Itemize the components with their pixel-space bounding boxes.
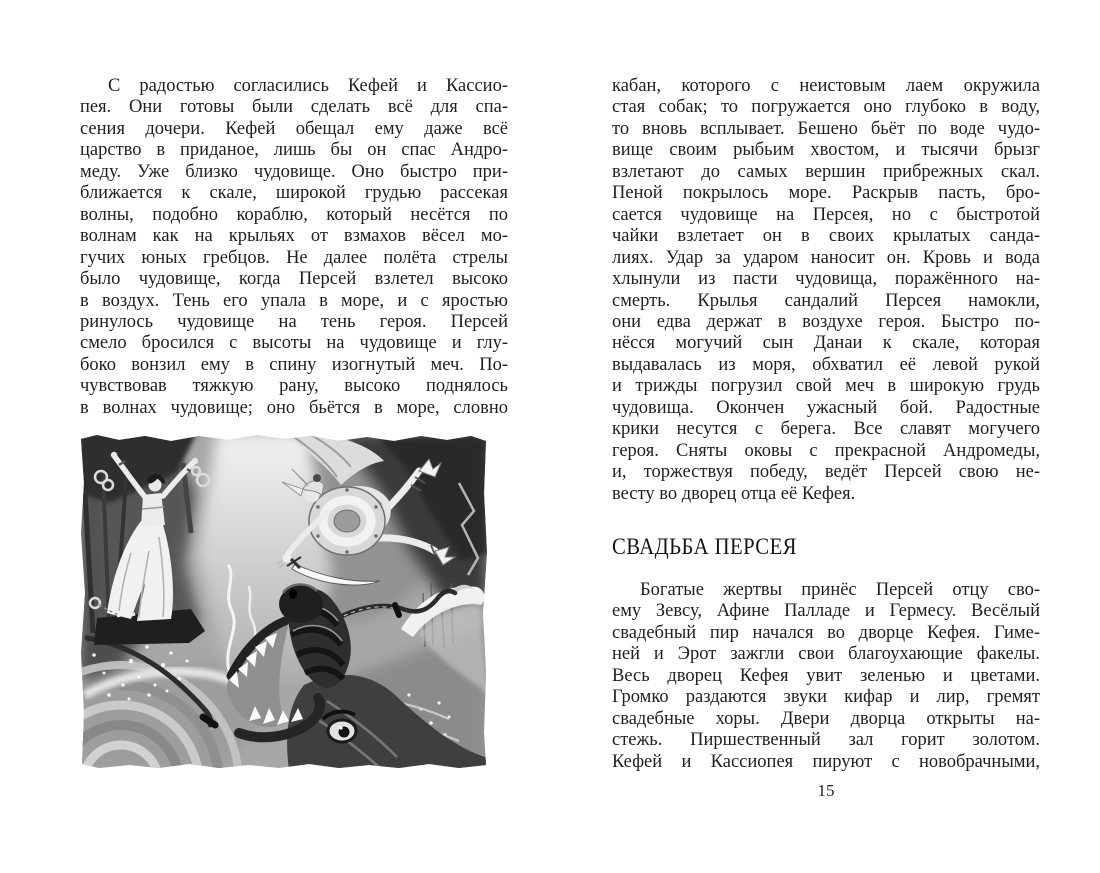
- text-line: сается чудовище на Персея, но с быстротой: [612, 204, 1040, 225]
- text-line: было чудовище, когда Персей взлетел высоко: [80, 269, 508, 290]
- text-line: в волнах чудовище; оно бьётся в море, словно: [80, 397, 508, 418]
- text-line: чайки взлетает он в своих крылатых санда-: [612, 226, 1040, 247]
- illustration-perseus-andromeda-sea-monster: [79, 433, 488, 770]
- page-number: 15: [817, 781, 835, 800]
- text-line: волнам как на крыльях от взмахов вёсел мо-: [80, 226, 508, 247]
- text-line: боко вонзил ему в спину изогнутый меч. По-: [80, 354, 508, 375]
- text-line: чудовища. Окончен ужасный бой. Радостные: [612, 397, 1040, 418]
- text-line: кабан, которого с неистовым лаем окружила: [612, 76, 1040, 96]
- text-line: ней и Эрот зажгли свои благоухающие факелы.: [612, 644, 1040, 665]
- text-line: чувствовав тяжкую рану, высоко поднялось: [80, 376, 508, 397]
- text-line: то вновь всплывает. Бешено бьёт по воде чудо-: [612, 118, 1040, 139]
- text-line: ему Зевсу, Афине Палладе и Гермесу. Весёлый: [612, 601, 1040, 622]
- text-line: гучих юных гребцов. Не далее полёта стрелы: [80, 247, 508, 268]
- text-line: крики несутся с берега. Все славят могучего: [612, 419, 1040, 440]
- text-line: свадебный пир начался во дворце Кефея. Гиме-: [612, 622, 1040, 643]
- text-line: меду. Уже близко чудовище. Оно быстро при-: [80, 161, 508, 182]
- text-line: Громко раздаются звуки кифар и лир, гремят: [612, 687, 1040, 708]
- text-line: стая собак; то погружается оно глубоко в воду,: [612, 97, 1040, 118]
- text-line: С радостью согласились Кефей и Кассио-: [108, 76, 508, 96]
- left-column-paragraph: [80, 76, 508, 419]
- text-line: Пеной покрылось море. Раскрыв пасть, бро-: [612, 183, 1040, 204]
- text-line: Богатые жертвы принёс Персей отцу сво-: [640, 580, 1040, 600]
- text-line: хлынули из пасти чудовища, поражённого на-: [612, 269, 1040, 290]
- text-line: взлетают до самых вершин прибрежных скал.: [612, 161, 1040, 182]
- text-line: и, торжествуя победу, ведёт Персей свою не-: [612, 462, 1040, 483]
- text-line: стежь. Пиршественный зал горит золотом.: [612, 730, 1040, 751]
- text-line: Весь дворец Кефея увит зеленью и цветами.: [612, 665, 1040, 686]
- text-line: смело бросился с высоты на чудовище и глу-: [80, 333, 508, 354]
- text-line: ринулось чудовище на тень героя. Персей: [80, 311, 508, 332]
- text-line: волны, подобно кораблю, который несётся по: [80, 204, 508, 225]
- text-line: ближается к скале, широкой грудью рассекая: [80, 183, 508, 204]
- text-line: героя. Сняты оковы с прекрасной Андромеды,: [612, 440, 1040, 461]
- text-line: выдавалась из моря, обхватил её левой рукой: [612, 354, 1040, 375]
- text-line: Кефей и Кассиопея пируют с новобрачными,: [612, 751, 1040, 772]
- illustration-canvas: [79, 433, 488, 770]
- text-line: в воздух. Тень его упала в море, и с яростью: [80, 290, 508, 311]
- text-line: они едва держат в воздухе героя. Быстро по-: [612, 311, 1040, 332]
- text-line: весту во дворец отца её Кефея.: [612, 483, 856, 504]
- text-line: свадебные хоры. Двери дворца открыты на-: [612, 708, 1040, 729]
- text-line: и трижды погрузил свой меч в широкую грудь: [612, 376, 1040, 397]
- right-column-paragraph-2: [612, 580, 1040, 773]
- text-line: лиях. Удар за ударом наносит он. Кровь и вода: [612, 247, 1040, 268]
- text-line: смерть. Крылья сандалий Персея намокли,: [612, 290, 1040, 311]
- text-line: вище своим рыбьим хвостом, и тысячи брызг: [612, 140, 1040, 161]
- right-column-paragraph-1: [612, 76, 1040, 505]
- text-line: царство в приданое, лишь бы он спас Андро-: [80, 140, 508, 161]
- section-heading: СВАДЬБА ПЕРСЕЯ: [612, 534, 797, 559]
- text-line: пея. Они готовы были сделать всё для спа-: [80, 97, 508, 118]
- text-line: сения дочери. Кефей обещал ему даже всё: [80, 118, 508, 139]
- text-line: нёсся могучий сын Данаи к скале, которая: [612, 333, 1040, 354]
